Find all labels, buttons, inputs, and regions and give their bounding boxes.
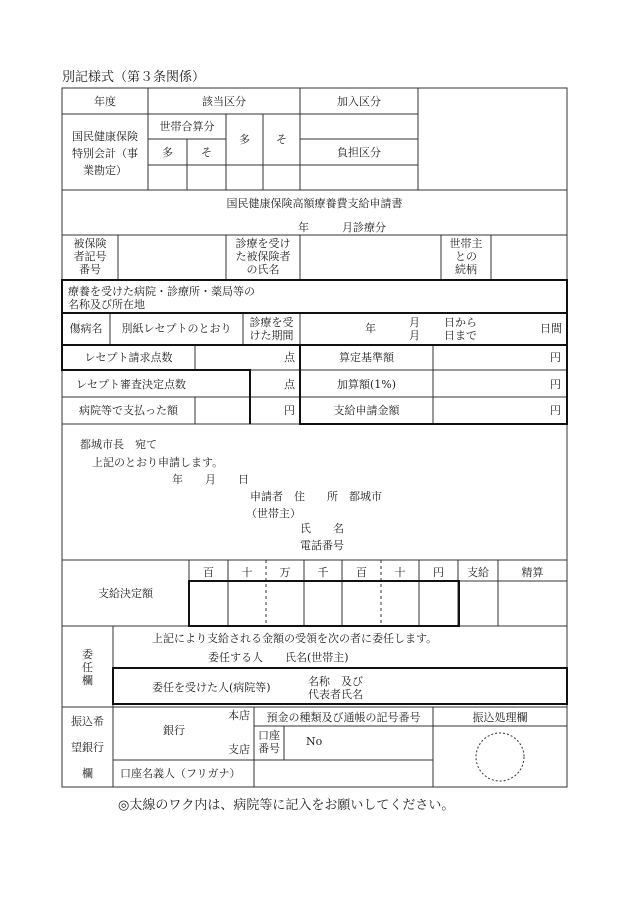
claim-amount-label: 支給申請金額 — [333, 404, 400, 417]
applicant-address: 申請者 住 所 都城市 — [250, 490, 382, 503]
treatment-period-label: 診療を受 けた期間 — [249, 316, 294, 342]
digit-thousand: 千 — [317, 566, 329, 579]
enrollment-category-label: 加入区分 — [337, 95, 381, 108]
digit-ten-man: 十 — [241, 566, 253, 579]
applicant-householder: （世帯主） — [246, 507, 301, 520]
review-points-label: レセプト審査決定点数 — [76, 378, 186, 391]
delegatee-name: 名称 及び 代表者氏名 — [308, 675, 363, 701]
account-holder-label: 口座名義人（フリガナ） — [120, 767, 241, 780]
addition-label: 加算額(1%) — [336, 378, 397, 391]
insured-number-label: 被保険 者記号 番号 — [73, 237, 107, 276]
bank-label-3: 欄 — [82, 767, 93, 780]
period-month-from: 月 — [409, 316, 420, 329]
applicant-phone: 電話番号 — [300, 539, 344, 552]
receipt-points-label: レセプト請求点数 — [84, 351, 173, 364]
so-label: そ — [276, 133, 287, 146]
form-title: 国民健康保険高額療養費支給申請書 — [226, 197, 403, 210]
decision-amount-label: 支給決定額 — [98, 587, 153, 600]
household-combined-label: 世帯合算分 — [159, 120, 215, 133]
treatment-month: 年 月診療分 — [298, 221, 386, 234]
delegation-statement: 上記により支給される金額の受領を次の者に委任します。 — [152, 632, 438, 645]
paid-amount-unit: 円 — [284, 404, 295, 417]
transfer-processing-label: 振込処理欄 — [472, 711, 528, 724]
bank-label-1: 振込希 — [71, 715, 104, 728]
delegatee: 委任を受けた人(病院等) — [152, 681, 271, 694]
ta-label: 多 — [239, 133, 250, 146]
delegation-label: 委 任 欄 — [82, 648, 93, 687]
period-day-to: 日まで — [444, 329, 477, 342]
bank-label-2: 望銀行 — [71, 741, 104, 754]
branch-label: 支店 — [228, 743, 250, 756]
footer-note: ◎太線のワク内は、病院等に記入をお願いしてください。 — [118, 798, 455, 813]
base-amount-label: 算定基準額 — [339, 351, 394, 364]
digit-man: 万 — [279, 566, 291, 579]
addressee: 都城市長 宛て — [80, 438, 157, 451]
relation-label: 世帯主 との 続柄 — [449, 237, 483, 276]
disease-name-value: 別紙レセプトのとおり — [121, 322, 232, 335]
application-statement: 上記のとおり申請します。 — [92, 456, 224, 469]
nhi-special-account-label: 国民健康保険 特別会計（事 業勘定） — [72, 130, 138, 177]
bank-name-label: 銀行 — [163, 724, 185, 737]
disease-name-label: 傷病名 — [69, 322, 103, 335]
period-month-to: 月 — [409, 329, 420, 342]
base-amount-unit: 円 — [550, 351, 561, 364]
receipt-points-unit: 点 — [284, 351, 295, 364]
delegator: 委任する人 氏名(世帯主) — [208, 651, 349, 664]
digit-yen: 円 — [433, 566, 444, 579]
account-number-label: 口座 番号 — [258, 729, 280, 755]
insured-name-label: 診療を受け た被保険者 の氏名 — [235, 237, 291, 276]
form-style-title: 別記様式（第３条関係） — [62, 70, 206, 85]
burden-category-label: 負担区分 — [337, 146, 381, 159]
claim-amount-unit: 円 — [550, 404, 561, 417]
digit-hundred: 百 — [356, 566, 367, 579]
period-year: 年 — [365, 322, 376, 335]
hospital-name-address-label: 療養を受けた病院・診療所・薬局等の 名称及び所在地 — [68, 285, 255, 311]
addition-unit: 円 — [550, 378, 561, 391]
application-date: 年 月 日 — [172, 473, 249, 486]
ta-sub-label: 多 — [162, 146, 173, 159]
category-label: 該当区分 — [202, 95, 246, 108]
period-days: 日間 — [540, 322, 562, 335]
paid-amount-label: 病院等で支払った額 — [79, 404, 178, 417]
digit-ten: 十 — [394, 566, 406, 579]
so-sub-label: そ — [201, 146, 212, 159]
period-day-from: 日から — [444, 316, 477, 329]
head-office-label: 本店 — [228, 709, 250, 722]
fiscal-year-label: 年度 — [94, 95, 116, 108]
review-points-unit: 点 — [284, 378, 295, 391]
settlement-label: 精算 — [521, 566, 544, 579]
applicant-name: 氏 名 — [300, 522, 344, 535]
digit-hundred-man: 百 — [203, 566, 214, 579]
payment-label: 支給 — [467, 566, 489, 579]
deposit-type-label: 預金の種類及び通帳の記号番号 — [266, 711, 421, 724]
account-no-prefix: No — [306, 735, 323, 748]
